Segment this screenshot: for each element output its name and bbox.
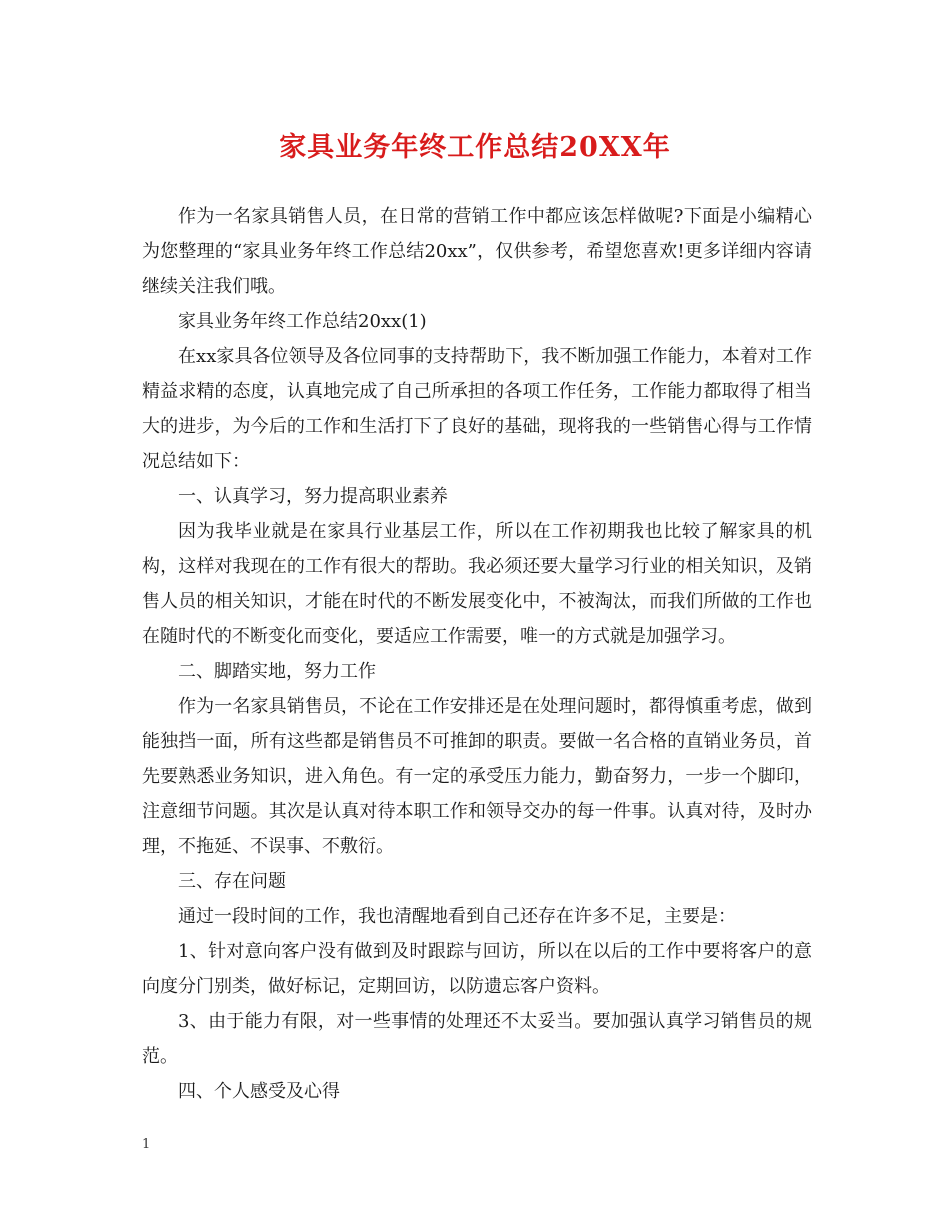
section-3-intro: 通过一段时间的工作，我也清醒地看到自己还存在许多不足，主要是： <box>178 906 736 927</box>
opening-paragraph: 在xx家具各位领导及各位同事的支持帮助下，我不断加强工作能力，本着对工作精益求精的态度，认真地完成了自己所承担的各项工作任务，工作能力都取得了相当大的进步，为今后的工作和生活打下了良好的基础，现将我的一些销售心得与工作情况总结如下： <box>142 346 812 472</box>
subtitle-paragraph: 家具业务年终工作总结20xx(1) <box>178 311 427 332</box>
page-number: 1 <box>142 1137 151 1152</box>
section-heading-1: 一、认真学习，努力提高职业素养 <box>178 486 448 507</box>
section-3-item-3: 3、由于能力有限，对一些事情的处理还不太妥当。要加强认真学习销售员的规范。 <box>142 1011 812 1067</box>
section-heading-3: 三、存在问题 <box>178 871 286 892</box>
intro-paragraph: 作为一名家具销售人员，在日常的营销工作中都应该怎样做呢?下面是小编精心为您整理的“家具业务年终工作总结20xx”，仅供参考，希望您喜欢!更多详细内容请继续关注我们哦。 <box>142 206 812 297</box>
section-3-item-1: 1、针对意向客户没有做到及时跟踪与回访，所以在以后的工作中要将客户的意向度分门别类，做好标记，定期回访，以防遗忘客户资料。 <box>142 941 812 997</box>
document-body <box>142 199 812 1109</box>
section-heading-4: 四、个人感受及心得 <box>178 1081 340 1102</box>
document-title: 家具业务年终工作总结20XX年 <box>279 132 671 163</box>
section-2-paragraph: 作为一名家具销售员，不论在工作安排还是在处理问题时，都得慎重考虑，做到能独挡一面，所有这些都是销售员不可推卸的职责。要做一名合格的直销业务员，首先要熟悉业务知识，进入角色。有一定的承受压力能力，勤奋努力，一步一个脚印，注意细节问题。其次是认真对待本职工作和领导交办的每一件事。认真对待，及时办理，不拖延、不误事、不敷衍。 <box>142 696 812 857</box>
section-1-paragraph: 因为我毕业就是在家具行业基层工作，所以在工作初期我也比较了解家具的机构，这样对我现在的工作有很大的帮助。我必须还要大量学习行业的相关知识，及销售人员的相关知识，才能在时代的不断发展变化中，不被淘汰，而我们所做的工作也在随时代的不断变化而变化，要适应工作需要，唯一的方式就是加强学习。 <box>142 521 812 647</box>
section-heading-2: 二、脚踏实地，努力工作 <box>178 661 376 682</box>
